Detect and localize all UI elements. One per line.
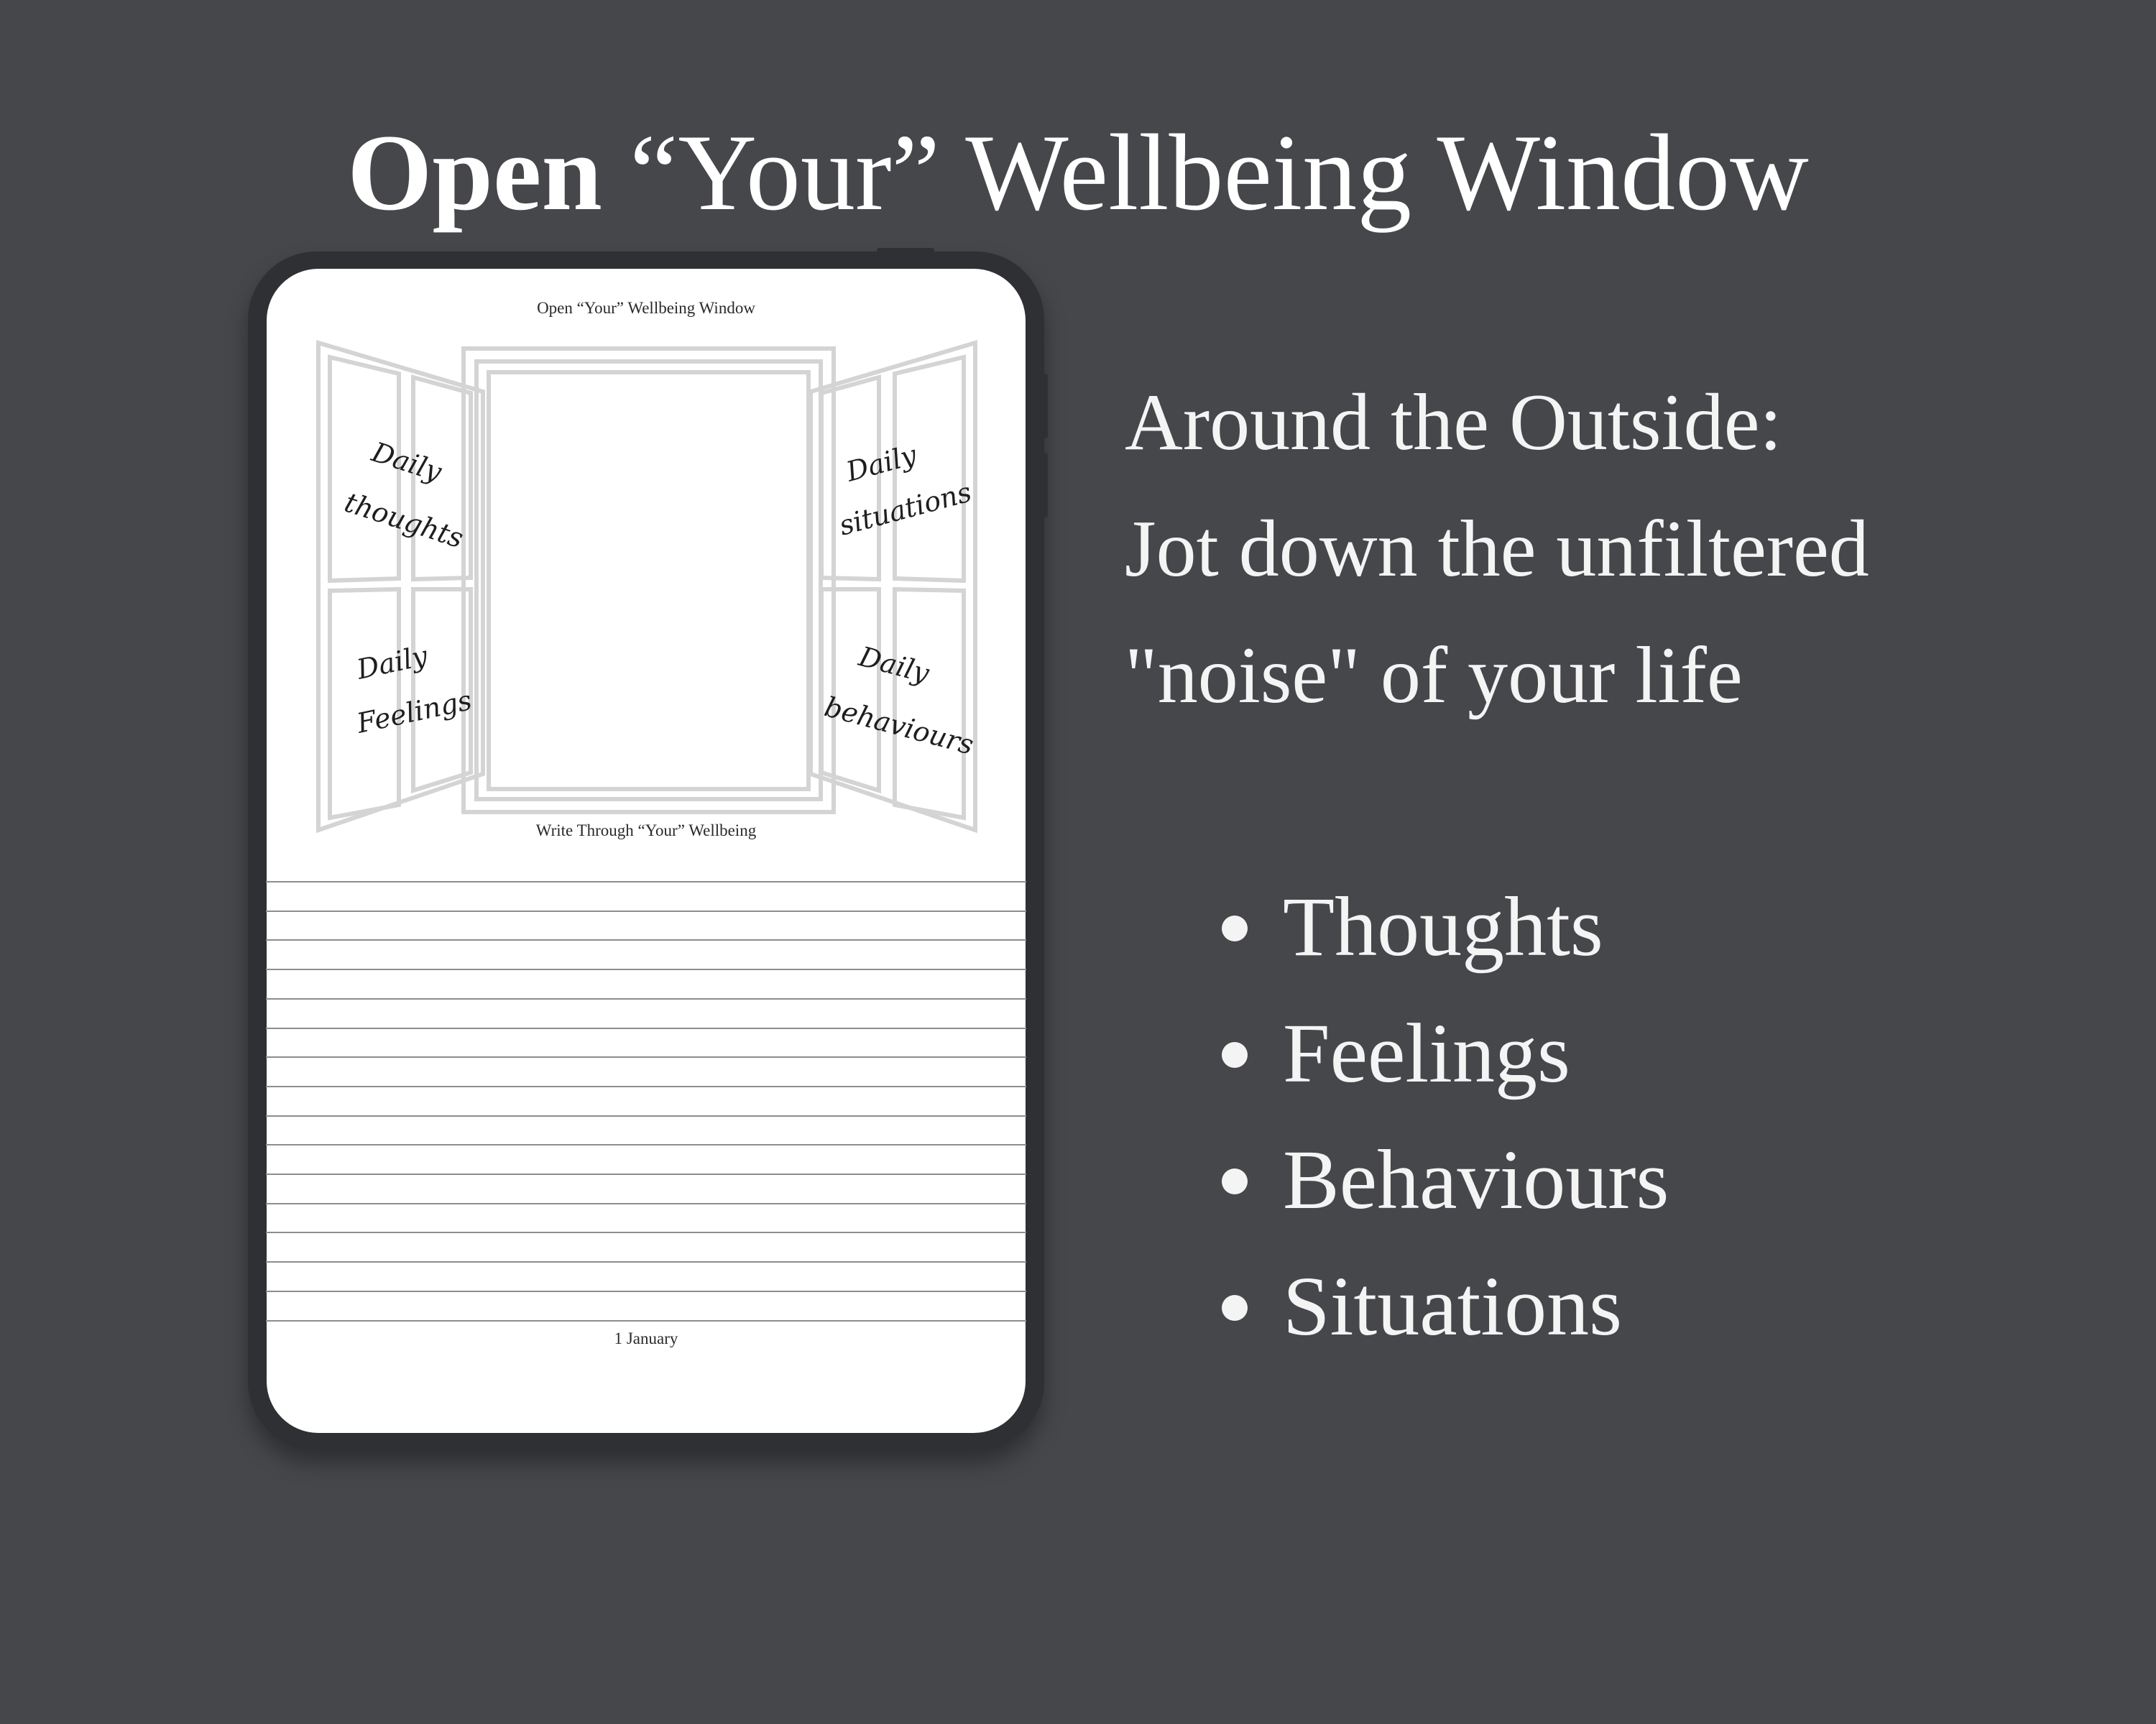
ruled-line — [266, 1261, 1026, 1263]
label-daily-thoughts-2: thoughts — [341, 486, 468, 555]
label-daily-feelings-2: Feelings — [354, 684, 475, 739]
bullet-icon — [1222, 1042, 1248, 1068]
window-frame-outer — [464, 349, 834, 812]
label-daily-thoughts-1: Daily — [368, 435, 446, 489]
ruled-line — [266, 1320, 1026, 1322]
ruled-line — [266, 1028, 1026, 1029]
ruled-line — [266, 1203, 1026, 1204]
label-daily-situations-2: situations — [835, 476, 975, 542]
ruled-line — [266, 1056, 1026, 1058]
label-daily-behaviours-2: behaviours — [821, 691, 977, 761]
bullet-icon — [1222, 916, 1248, 941]
ruled-line — [266, 1086, 1026, 1087]
bullet-icon — [1222, 1295, 1248, 1321]
category-item: Feelings — [1222, 990, 1669, 1117]
ruled-line — [266, 1174, 1026, 1175]
ruled-line — [266, 1291, 1026, 1292]
label-daily-behaviours-1: Daily — [855, 640, 933, 690]
window-frame-inner — [489, 372, 808, 789]
label-daily-feelings-1: Daily — [354, 640, 430, 686]
instructions-block — [1125, 359, 1869, 739]
ruled-line — [266, 911, 1026, 912]
headline-bold: Open — [347, 112, 602, 233]
category-list — [1222, 864, 1669, 1370]
instructions-line: Jot down the unfiltered — [1125, 504, 1869, 594]
ruled-line — [266, 881, 1026, 882]
ruled-line — [266, 1115, 1026, 1117]
headline-rest: “Your” Wellbeing Window — [629, 112, 1809, 233]
category-item: Behaviours — [1222, 1117, 1669, 1243]
bullet-icon — [1222, 1168, 1248, 1194]
ruled-line — [266, 1232, 1026, 1233]
ruled-line — [266, 939, 1026, 941]
journal-page-subtitle: Write Through “Your” Wellbeing — [535, 821, 757, 839]
ruled-line — [266, 1144, 1026, 1146]
ruled-line — [266, 998, 1026, 1000]
journal-page-title: Open “Your” Wellbeing Window — [537, 299, 755, 317]
category-item: Thoughts — [1222, 864, 1669, 990]
label-daily-situations-1: Daily — [842, 438, 920, 488]
ruled-line — [266, 969, 1026, 970]
instructions-heading: Around the Outside: — [1125, 378, 1782, 467]
category-item: Situations — [1222, 1243, 1669, 1370]
journal-page-date: 1 January — [614, 1329, 678, 1347]
instructions-line: "noise" of your life — [1125, 631, 1743, 720]
window-frame-mid — [476, 361, 821, 799]
